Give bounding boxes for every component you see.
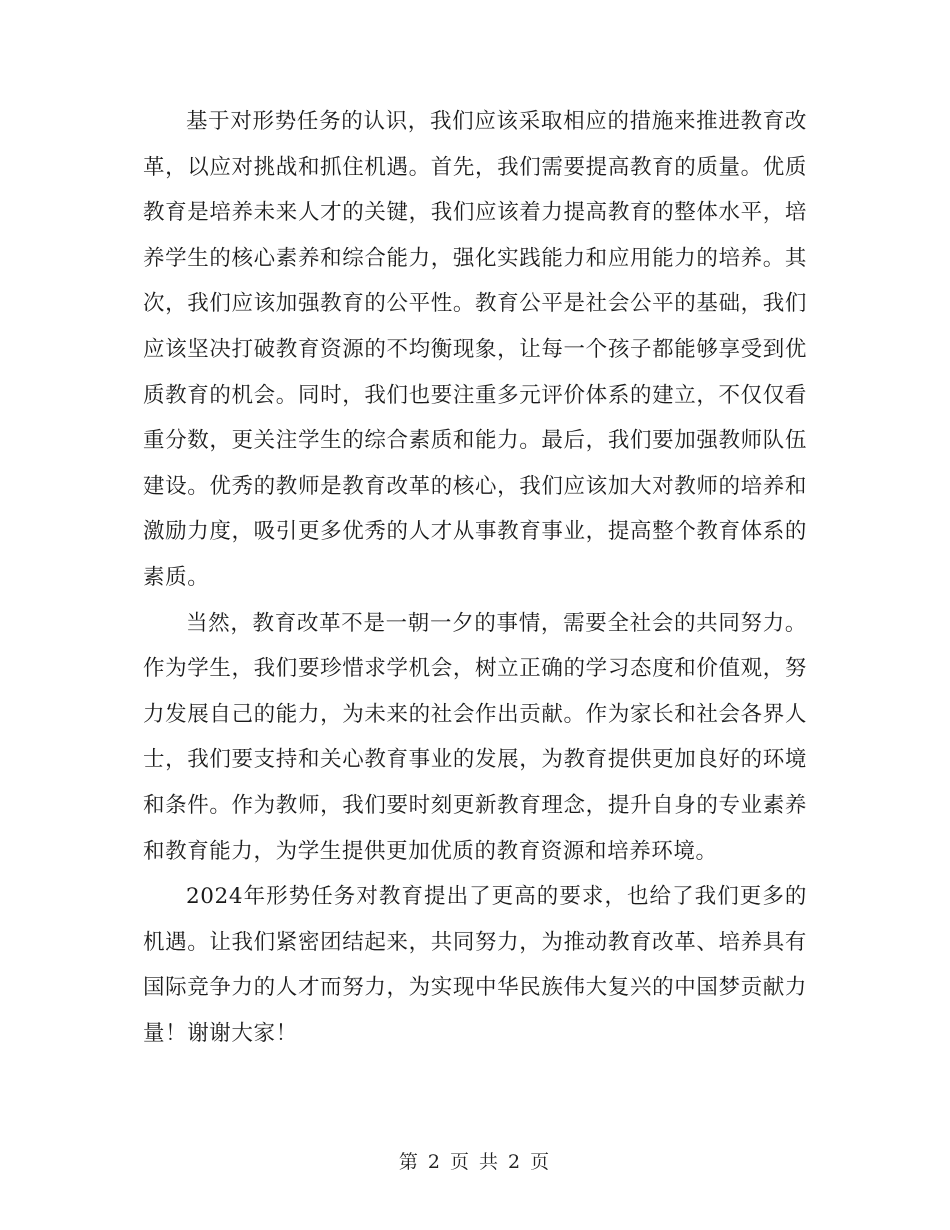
paragraph-reform-measures: 基于对形势任务的认识，我们应该采取相应的措施来推进教育改革，以应对挑战和抓住机遇。首先，我们需要提高教育的质量。优质教育是培养未来人才的关键，我们应该着力提高教育的整体水平，培养学生的核心素养和综合能力，强化实践能力和应用能力的培养。其次，我们应该加强教育的公平性。教育公平是社会公平的基础，我们应该坚决打破教育资源的不均衡现象，让每一个孩子都能够享受到优质教育的机会。同时，我们也要注重多元评价体系的建立，不仅仅看重分数，更关注学生的综合素质和能力。最后，我们要加强教师队伍建设。优秀的教师是教育改革的核心，我们应该加大对教师的培养和激励力度，吸引更多优秀的人才从事教育事业，提高整个教育体系的素质。: [143, 109, 807, 590]
paragraph-closing: 2024年形势任务对教育提出了更高的要求，也给了我们更多的机遇。让我们紧密团结起来，共同努力，为推动教育改革、培养具有国际竞争力的人才而努力，为实现中华民族伟大复兴的中国梦贡献力量！谢谢大家！: [143, 884, 807, 1046]
paragraph-collective-effort: 当然，教育改革不是一朝一夕的事情，需要全社会的共同努力。作为学生，我们要珍惜求学机会，树立正确的学习态度和价值观，努力发展自己的能力，为未来的社会作出贡献。作为家长和社会各界人士，我们要支持和关心教育事业的发展，为教育提供更加良好的环境和条件。作为教师，我们要时刻更新教育理念，提升自身的专业素养和教育能力，为学生提供更加优质的教育资源和培养环境。: [143, 610, 807, 864]
document-body: [143, 99, 807, 1056]
page-number-footer: 第 2 页 共 2 页: [398, 1151, 552, 1173]
